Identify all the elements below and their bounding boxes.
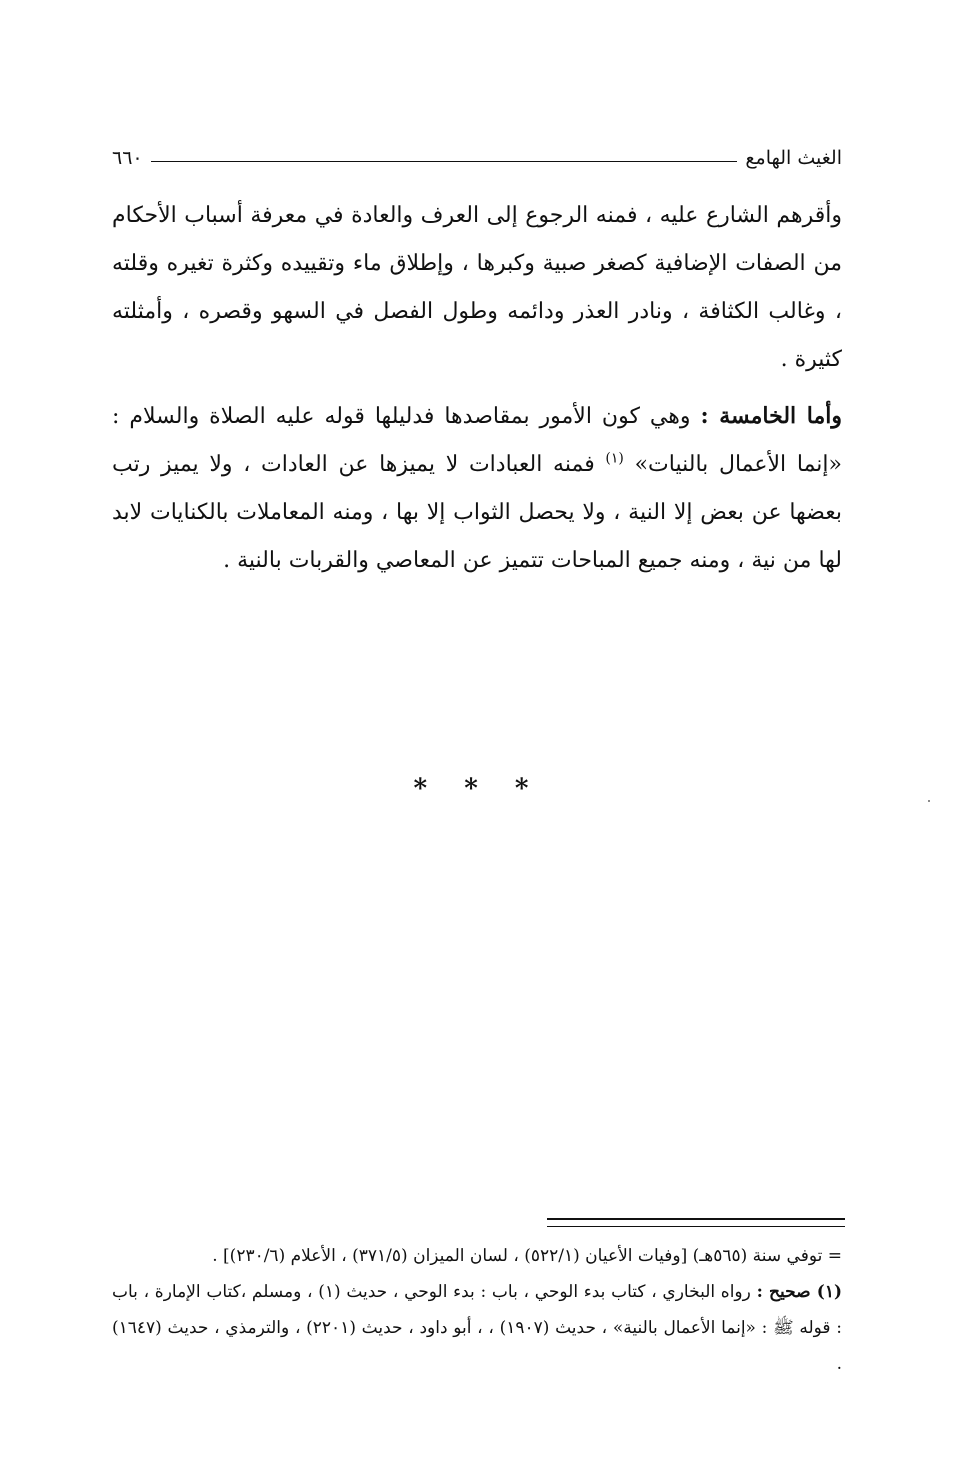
footnote-rule [547, 1218, 845, 1227]
running-header [112, 140, 842, 176]
paragraph-2-part-1: وهي كون الأمور بمقاصدها فدليلها قوله عليه الصلاة والسلام : «إنما الأعمال بالنيات» [112, 404, 842, 477]
paragraph-2-part-2: فمنه العبادات لا يميزها عن العادات ، ولا يميز رتب بعضها عن بعض إلا النية ، ولا يحصل الثواب إلا بها ، ومنه المعاملات بالكنايات لابد لها من نية ، ومنه جميع المباحات تتميز عن المعاصي والقربات بالنية . [112, 452, 842, 573]
header-rule [151, 161, 738, 162]
running-title: الغيث الهامع [745, 147, 842, 169]
scan-speck [928, 800, 930, 802]
section-separator: * * * [413, 774, 543, 804]
footnote-1 [112, 1274, 842, 1382]
main-text [112, 192, 842, 585]
footnote-1-text: رواه البخاري ، كتاب بدء الوحي ، باب : بدء الوحي ، حديث (١) ، ومسلم ،كتاب الإمارة ، باب : قوله ﷺ : «إنما الأعمال بالنية» ، حديث (١٩٠٧) ، ، أبو داود ، حديث (٢٢٠١) ، والترمذي ، حديث (١٦٤٧) . [112, 1282, 842, 1374]
page-number: ٦٦٠ [112, 147, 143, 169]
paragraph-1: وأقرهم الشارع عليه ، فمنه الرجوع إلى العرف والعادة في معرفة أسباب الأحكام من الصفات الإضافية كصغر صبية وكبرها ، وإطلاق ماء وتقييده وكثرة تغيره وقلته ، وغالب الكثافة ، ونادر العذر ودائمه وطول الفصل في السهو وقصره ، وأمثلته كثيرة . [112, 203, 842, 372]
footnote-continued: = توفي سنة (٥٦٥هـ) [وفيات الأعيان (٥٢٢/١) ، لسان الميزان (٣٧١/٥) ، الأعلام (٢٣٠/٦)] . [212, 1246, 842, 1266]
footnotes [112, 1238, 842, 1382]
paragraph-2-lead: وأما الخامسة : [700, 403, 842, 429]
footnote-reference: (١) [605, 450, 624, 467]
paragraph-2 [112, 392, 842, 585]
footnote-1-lead: (١) صحيح : [756, 1282, 843, 1302]
